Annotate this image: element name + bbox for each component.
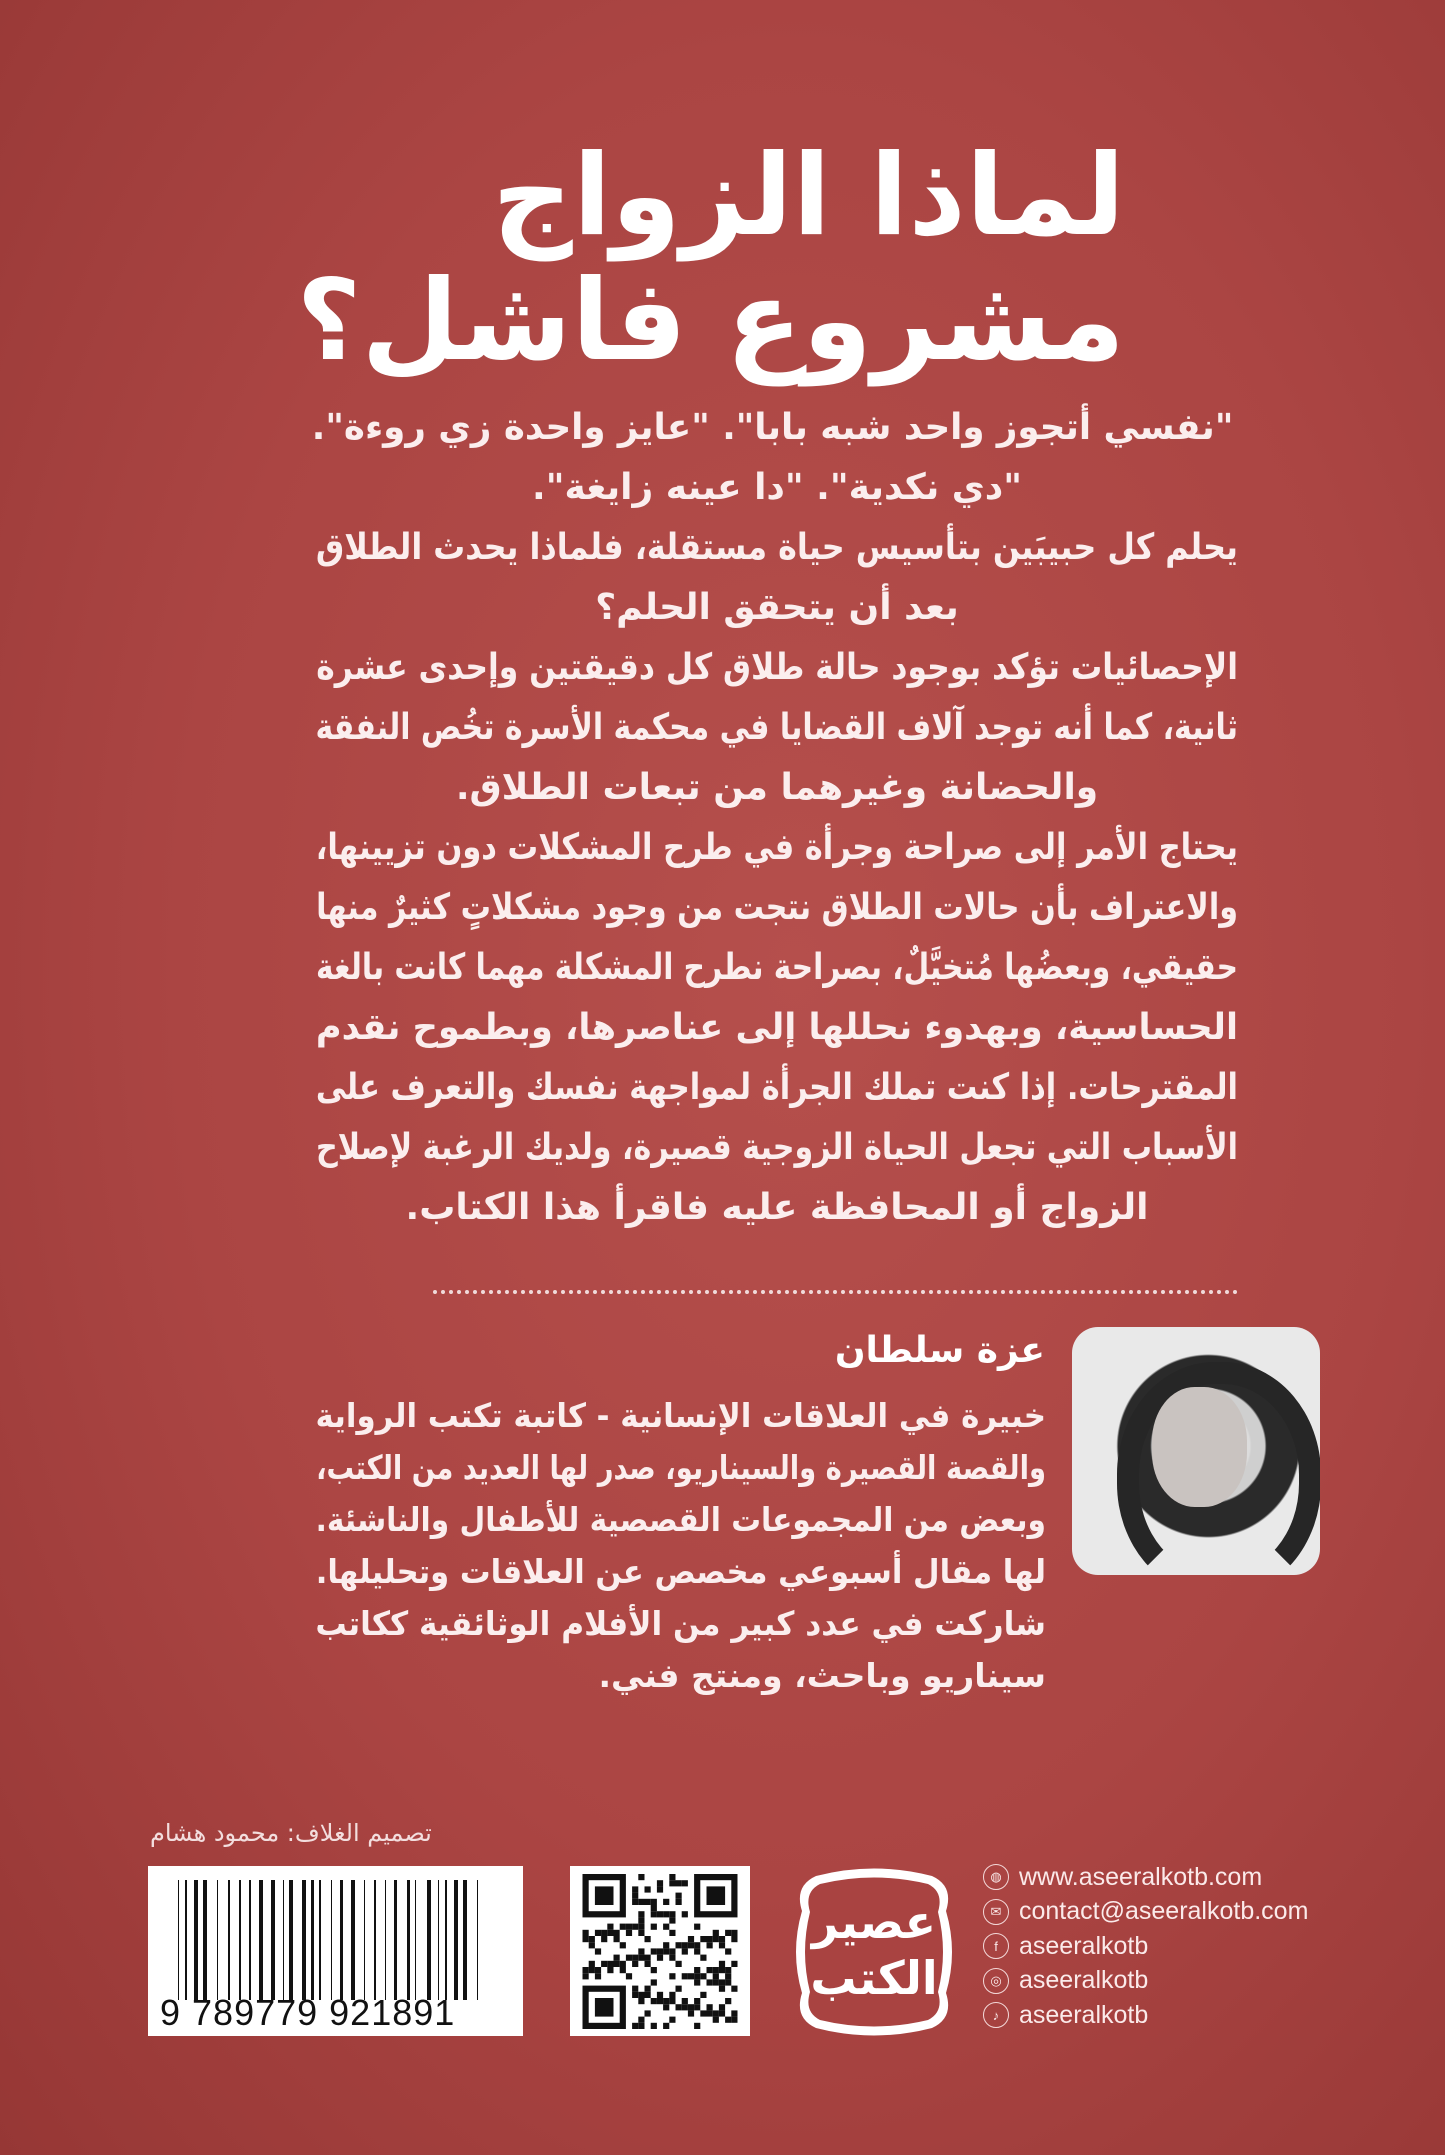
qr-module <box>645 1936 651 1942</box>
twitter-icon: ♪ <box>983 2002 1009 2028</box>
blurb-line: والحضانة وغيرهما من تبعات الطلاق. <box>455 767 1099 808</box>
qr-module <box>645 1899 651 1905</box>
qr-module <box>719 2004 725 2010</box>
qr-module <box>663 1924 669 1930</box>
qr-module <box>645 1886 651 1892</box>
qr-module <box>719 1967 725 1973</box>
qr-module <box>651 1998 657 2004</box>
qr-module <box>682 1948 688 1954</box>
qr-module <box>676 1893 682 1899</box>
barcode-bar <box>194 1880 198 2000</box>
qr-module <box>663 2023 669 2029</box>
qr-module <box>669 2017 675 2023</box>
qr-module <box>651 1948 657 1954</box>
barcode-bar <box>185 1880 187 2000</box>
book-title-line-2: مشروع فاشل؟ <box>296 256 1125 386</box>
barcode-bar <box>427 1880 431 2000</box>
barcode-bar <box>438 1880 439 2000</box>
qr-module <box>713 1967 719 1973</box>
qr-module <box>676 1961 682 1967</box>
qr-module <box>707 2010 713 2016</box>
barcode-bar <box>415 1880 416 2000</box>
qr-module <box>682 1973 688 1979</box>
qr-module <box>632 1924 638 1930</box>
qr-module <box>669 1880 675 1886</box>
barcode-bar <box>454 1880 458 2000</box>
qr-module <box>638 1911 644 1917</box>
barcode-bar <box>441 1880 444 2000</box>
barcode-bar <box>449 1880 451 2000</box>
qr-module <box>595 1930 601 1936</box>
barcode-bar <box>358 1880 360 2000</box>
barcode-bar <box>324 1880 328 2000</box>
qr-module <box>719 1979 725 1985</box>
book-title-line-1: لماذا الزواج <box>492 131 1125 261</box>
qr-module <box>614 1955 620 1961</box>
qr-module <box>651 1924 657 1930</box>
qr-module <box>601 1930 607 1936</box>
bio-line: شاركت في عدد كبير من الأفلام الوثائقية ككاتب <box>315 1604 1046 1643</box>
qr-module <box>694 1998 700 2004</box>
qr-module <box>676 2004 682 2010</box>
barcode-bar <box>319 1880 321 2000</box>
qr-module <box>713 2017 719 2023</box>
barcode-bar <box>277 1880 280 2000</box>
publisher-contacts <box>983 1860 1308 2033</box>
qr-module <box>583 1973 589 1979</box>
qr-module <box>614 1930 620 1936</box>
website-link[interactable] <box>983 1860 1308 1895</box>
qr-module <box>651 1905 657 1911</box>
qr-module <box>694 1979 700 1985</box>
barcode-bar <box>244 1880 246 2000</box>
qr-module <box>595 1948 601 1954</box>
qr-module <box>638 1955 644 1961</box>
barcode-bar <box>401 1880 405 2000</box>
publisher-logo <box>786 1866 962 2038</box>
website-text: www.aseeralkotb.com <box>1019 1862 1263 1891</box>
instagram-text: aseeralkotb <box>1019 1966 1149 1995</box>
barcode-bar <box>445 1880 447 2000</box>
qr-module <box>694 2004 700 2010</box>
twitter-text: aseeralkotb <box>1019 2000 1149 2029</box>
qr-module <box>725 1979 731 1985</box>
qr-module <box>682 2004 688 2010</box>
qr-module <box>725 1973 731 1979</box>
qr-module <box>583 1936 589 1942</box>
barcode-bar <box>189 1880 191 2000</box>
qr-module <box>694 1967 700 1973</box>
qr-module <box>694 1948 700 1954</box>
qr-module <box>614 1961 620 1967</box>
barcode-bar <box>340 1880 343 2000</box>
qr-module <box>626 1973 632 1979</box>
bio-line: والقصة القصيرة والسيناريو، صدر لها العديد من الكتب، <box>316 1448 1047 1487</box>
qr-module <box>694 2023 700 2029</box>
email-link[interactable] <box>983 1895 1308 1930</box>
blurb-line: الأسباب التي تجعل الحياة الزوجية قصيرة، ولديك الرغبة لإصلاح <box>316 1127 1238 1168</box>
qr-module <box>638 1992 644 1998</box>
author-face <box>1152 1387 1247 1507</box>
qr-module <box>651 1899 657 1905</box>
qr-module <box>638 1874 644 1880</box>
qr-module <box>688 1936 694 1942</box>
qr-module <box>583 1967 589 1973</box>
instagram-link[interactable] <box>983 1964 1308 1999</box>
bio-line: خبيرة في العلاقات الإنسانية - كاتبة تكتب الرواية <box>315 1396 1046 1435</box>
qr-module <box>700 1936 706 1942</box>
qr-module <box>688 2010 694 2016</box>
blurb <box>311 398 1239 1238</box>
qr-module <box>589 1967 595 1973</box>
barcode-bar <box>347 1880 348 2000</box>
barcode-bar <box>364 1880 365 2000</box>
qr-module <box>682 1942 688 1948</box>
qr-module <box>645 1992 651 1998</box>
qr-module <box>700 1955 706 1961</box>
qr-module <box>719 1942 725 1948</box>
bio-line: لها مقال أسبوعي مخصص عن العلاقات وتحليلها. <box>315 1552 1046 1591</box>
barcode-bar <box>210 1880 213 2000</box>
qr-module <box>669 1874 675 1880</box>
qr-module <box>731 2010 737 2016</box>
qr-module <box>676 1986 682 1992</box>
qr-module <box>607 1924 613 1930</box>
barcode-bar <box>217 1880 218 2000</box>
barcode-bar <box>228 1880 230 2000</box>
qr-module <box>669 1948 675 1954</box>
qr-module <box>638 1948 644 1954</box>
barcode-bar <box>461 1880 462 2000</box>
barcode-bar <box>285 1880 286 2000</box>
qr-module <box>657 1998 663 2004</box>
barcode-bar <box>315 1880 317 2000</box>
qr-module <box>651 2023 657 2029</box>
barcode-bar <box>413 1880 414 2000</box>
blurb-line: حقيقي، وبعضُها مُتخيَّلٌ، بصراحة نطرح المشكلة مهما كانت بالغة <box>316 947 1239 988</box>
qr-module <box>663 1948 669 1954</box>
qr-code-pattern <box>580 1874 740 2029</box>
qr-module <box>700 2010 706 2016</box>
qr-module <box>731 1930 737 1936</box>
barcode-bar <box>264 1880 267 2000</box>
barcode-bars <box>178 1880 498 2000</box>
barcode-bar <box>259 1880 263 2000</box>
qr-module <box>669 1911 675 1917</box>
author-photo <box>1072 1327 1320 1575</box>
barcode-bar <box>477 1880 478 2000</box>
qr-module <box>719 2010 725 2016</box>
qr-module <box>657 1992 663 1998</box>
barcode-bar <box>297 1880 301 2000</box>
blurb-line: بعد أن يتحقق الحلم؟ <box>595 587 959 628</box>
logo-line-2: الكتب <box>810 1951 938 2005</box>
qr-module <box>657 1948 663 1954</box>
qr-module <box>657 1911 663 1917</box>
blurb-line: الإحصائيات تؤكد بوجود حالة طلاق كل دقيقتين وإحدى عشرة <box>316 647 1238 688</box>
qr-module <box>620 1942 626 1948</box>
barcode-bar <box>181 1880 184 2000</box>
qr-module <box>700 1992 706 1998</box>
qr-module <box>632 1986 638 1992</box>
qr-module <box>707 1886 726 1905</box>
qr-module <box>688 1973 694 1979</box>
qr-module <box>614 1936 620 1942</box>
qr-module <box>607 1930 613 1936</box>
qr-module <box>694 1973 700 1979</box>
qr-module <box>632 1899 638 1905</box>
barcode-bar <box>333 1880 337 2000</box>
qr-module <box>645 2010 651 2016</box>
barcode-bar <box>385 1880 386 2000</box>
qr-module <box>595 1886 614 1905</box>
dotted-divider <box>433 1290 1238 1294</box>
qr-module <box>663 1942 669 1948</box>
qr-module <box>638 2023 644 2029</box>
qr-module <box>589 1961 595 1967</box>
qr-module <box>663 1998 669 2004</box>
barcode-bar <box>419 1880 423 2000</box>
qr-module <box>638 1899 644 1905</box>
bio-line: وبعض من المجموعات القصصية للأطفال والناشئة. <box>315 1500 1046 1539</box>
qr-module <box>725 2017 731 2023</box>
barcode-bar <box>432 1880 436 2000</box>
barcode-bar <box>221 1880 225 2000</box>
qr-module <box>645 1955 651 1961</box>
qr-module <box>669 1930 675 1936</box>
qr-module <box>651 1911 657 1917</box>
qr-module <box>663 2004 669 2010</box>
blurb-line: المقترحات. إذا كنت تملك الجرأة لمواجهة نفسك والتعرف على <box>315 1067 1239 1108</box>
barcode-bar <box>302 1880 306 2000</box>
qr-module <box>719 1986 725 1992</box>
qr-module <box>601 1936 607 1942</box>
qr-module <box>731 2017 737 2023</box>
barcode-bar <box>239 1880 241 2000</box>
qr-module <box>719 1936 725 1942</box>
qr-module <box>713 1973 719 1979</box>
qr-module <box>713 1979 719 1985</box>
qr-module <box>607 1967 613 1973</box>
barcode-bar <box>178 1880 179 2000</box>
logo-line-1: عصير <box>811 1895 937 1949</box>
qr-module <box>620 1961 626 1967</box>
qr-module <box>651 1979 657 1985</box>
qr-module <box>669 1955 675 1961</box>
barcode-bar <box>289 1880 293 2000</box>
qr-module <box>663 1911 669 1917</box>
qr-module <box>638 1924 644 1930</box>
qr-module <box>713 1930 719 1936</box>
qr-module <box>583 1930 589 1936</box>
qr-module <box>707 1936 713 1942</box>
qr-module <box>694 1942 700 1948</box>
qr-module <box>632 1992 638 1998</box>
barcode-bar <box>234 1880 235 2000</box>
qr-module <box>725 1967 731 1973</box>
qr-module <box>676 1942 682 1948</box>
author-name: عزة سلطان <box>834 1330 1045 1371</box>
blurb-line: يحلم كل حبيبَين بتأسيس حياة مستقلة، فلماذا يحدث الطلاق <box>315 527 1238 568</box>
barcode-bar <box>470 1880 473 2000</box>
qr-module <box>626 1930 632 1936</box>
qr-module <box>682 1880 688 1886</box>
blurb-line: يحتاج الأمر إلى صراحة وجرأة في طرح المشكلات دون تزيينها، <box>315 827 1239 868</box>
qr-module <box>651 1967 657 1973</box>
blurb-line: الزواج أو المحافظة عليه فاقرأ هذا الكتاب. <box>405 1187 1149 1228</box>
barcode-bar <box>201 1880 202 2000</box>
qr-module <box>632 1893 638 1899</box>
qr-module <box>657 1955 663 1961</box>
facebook-icon: f <box>983 1933 1009 1959</box>
facebook-link[interactable] <box>983 1929 1308 1964</box>
qr-module <box>700 1973 706 1979</box>
isbn-barcode <box>148 1866 523 2036</box>
qr-module <box>713 1936 719 1942</box>
barcode-bar <box>311 1880 314 2000</box>
blurb-line: ثانية، كما أنه توجد آلاف القضايا في محكمة الأسرة تخُص النفقة <box>315 707 1239 748</box>
qr-module <box>669 1917 675 1923</box>
qr-module <box>638 1917 644 1923</box>
qr-module <box>707 1942 713 1948</box>
qr-module <box>731 1986 737 1992</box>
blurb-line: الحساسية، وبهدوء نحللها إلى عناصرها، وبطموح نقدم <box>315 1007 1238 1048</box>
qr-module <box>632 1886 638 1892</box>
qr-module <box>725 1998 731 2004</box>
barcode-bar <box>407 1880 410 2000</box>
barcode-bar <box>369 1880 371 2000</box>
barcode-bar <box>379 1880 381 2000</box>
qr-module <box>663 1899 669 1905</box>
qr-module <box>601 1961 607 1967</box>
barcode-bar <box>481 1880 485 2000</box>
qr-module <box>657 1880 663 1886</box>
barcode-bar <box>351 1880 355 2000</box>
qr-module <box>707 1979 713 1985</box>
qr-module <box>620 1967 626 1973</box>
qr-module <box>707 1967 713 1973</box>
qr-module <box>719 1961 725 1967</box>
qr-module <box>620 1924 626 1930</box>
qr-module <box>626 1955 632 1961</box>
author-bio <box>316 1390 1046 1702</box>
email-text: contact@aseeralkotb.com <box>1019 1897 1309 1926</box>
qr-module <box>638 1998 644 2004</box>
blurb-line: "دي نكدية". "دا عينه زايغة". <box>532 467 1022 508</box>
qr-module <box>595 1967 601 1973</box>
blurb-line: "نفسي أتجوز واحد شبه بابا". "عايز واحدة زي روءة". <box>311 407 1234 448</box>
qr-module <box>607 1961 613 1967</box>
qr-module <box>657 1886 663 1892</box>
globe-icon: ◍ <box>983 1864 1009 1890</box>
qr-module <box>589 1936 595 1942</box>
facebook-text: aseeralkotb <box>1019 1931 1149 1960</box>
qr-module <box>676 1899 682 1905</box>
barcode-bar <box>249 1880 251 2000</box>
cover-design-credit: تصميم الغلاف: محمود هشام <box>150 1819 432 1847</box>
qr-module <box>638 1930 644 1936</box>
qr-module <box>638 2017 644 2023</box>
twitter-link[interactable] <box>983 1998 1308 2033</box>
barcode-bar <box>308 1880 309 2000</box>
barcode-bar <box>463 1880 467 2000</box>
qr-module <box>645 1961 651 1967</box>
qr-module <box>676 1880 682 1886</box>
instagram-icon: ◎ <box>983 1968 1009 1994</box>
qr-module <box>589 1942 595 1948</box>
qr-code[interactable] <box>570 1866 750 2036</box>
barcode-bar <box>374 1880 376 2000</box>
mail-icon: ✉ <box>983 1899 1009 1925</box>
barcode-bar <box>331 1880 332 2000</box>
barcode-bar <box>394 1880 397 2000</box>
qr-module <box>632 1961 638 1967</box>
qr-module <box>682 1998 688 2004</box>
barcode-bar <box>255 1880 256 2000</box>
qr-module <box>595 1973 601 1979</box>
qr-module <box>725 1930 731 1936</box>
qr-module <box>688 1942 694 1948</box>
qr-module <box>669 1998 675 2004</box>
isbn-number: 9 789779 921891 <box>160 1992 456 2033</box>
qr-module <box>688 2004 694 2010</box>
qr-module <box>645 1986 651 1992</box>
qr-module <box>731 1936 737 1942</box>
qr-module <box>725 1948 731 1954</box>
qr-module <box>682 1911 688 1917</box>
bio-line: سيناريو وباحث، ومنتج فني. <box>598 1656 1046 1695</box>
qr-module <box>669 1973 675 1979</box>
barcode-bar <box>283 1880 284 2000</box>
qr-module <box>707 2004 713 2010</box>
qr-module <box>731 1961 737 1967</box>
qr-module <box>632 2023 638 2029</box>
barcode-bar <box>203 1880 207 2000</box>
blurb-line: والاعتراف بأن حالات الطلاق نتجت من وجود مشكلاتٍ كثيرٌ منها <box>316 887 1238 928</box>
qr-module <box>595 1998 614 2017</box>
qr-module <box>669 1992 675 1998</box>
barcode-bar <box>389 1880 393 2000</box>
qr-module <box>694 1924 700 1930</box>
qr-module <box>713 2010 719 2016</box>
barcode-bar <box>271 1880 275 2000</box>
qr-module <box>632 1955 638 1961</box>
qr-module <box>626 1924 632 1930</box>
